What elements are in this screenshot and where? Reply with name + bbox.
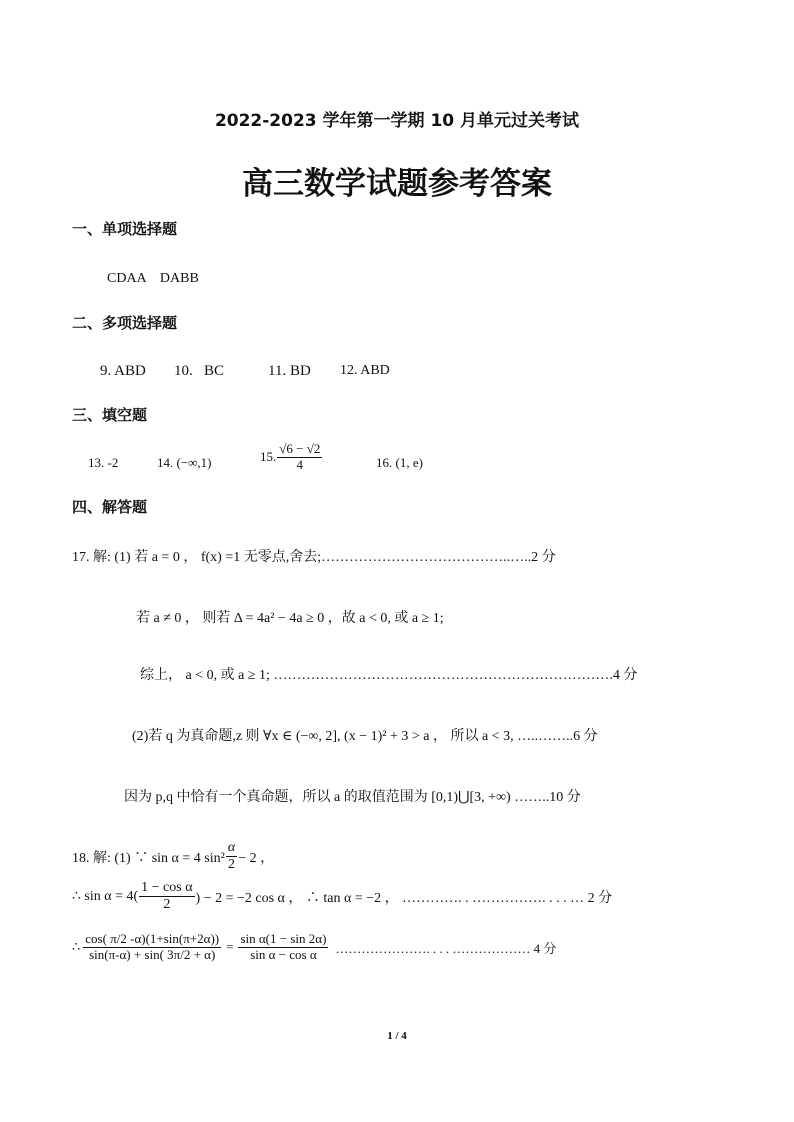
answer-q10: 10. BC (174, 363, 225, 379)
page-number: 1 / 4 (387, 1030, 407, 1042)
p18-line3-rhs-fraction (238, 932, 328, 963)
p17-line1: 17. 解: (1) 若 a = 0 ， f(x) =1 无零点,舍去;…………………………………..…..2 分 (72, 550, 556, 565)
p17-line2: 若 a ≠ 0 ， 则若 Δ = 4a² − 4a ≥ 0 ，故 a < 0, 或 a ≥ 1; (136, 611, 444, 626)
p18-line3-lhs-numerator: cos( π/2 -α)(1+sin(π+2α)) (85, 931, 220, 946)
answer-q15-denominator: 4 (296, 456, 304, 472)
p17-line5: 因为 p,q 中恰有一个真命题，所以 a 的取值范围为 [0,1)⋃[3, +∞) ……..10 分 (124, 790, 581, 805)
p17-line4: (2)若 q 为真命题,z 则 ∀x ∈ (−∞, 2], (x − 1)² + 3 > a ， 所以 a < 3, …..……..6 分 (132, 729, 598, 744)
section-heading-single-choice: 一、单项选择题 (72, 220, 178, 238)
exam-subtitle: 2022-2023 学年第一学期 10 月单元过关考试 (214, 111, 580, 131)
single-choice-answers: CDAA DABB (107, 271, 199, 286)
section-heading-solutions: 四、解答题 (72, 498, 148, 516)
p18-line3 (72, 932, 556, 963)
p18-line3-lhs-denominator: sin(π-α) + sin( 3π/2 + α) (89, 946, 216, 962)
p17-line3: 综上， a < 0, 或 a ≥ 1; ……………………………………………………………….4 分 (140, 668, 638, 683)
p18-line3-therefore: ∴ (72, 939, 81, 955)
answer-q15-fraction (277, 442, 322, 473)
p18-line2-pre: ∴ sin α = 4( (72, 889, 139, 905)
p18-line2-fraction (139, 880, 194, 913)
answer-q9: 9. ABD (100, 363, 146, 379)
answer-q11: 11. BD (268, 363, 311, 379)
p18-line3-rhs-denominator: sin α − cos α (250, 946, 317, 962)
p18-line3-post: …………………. . . . ……………… 4 分 (335, 940, 557, 956)
answer-q15-label: 15. (260, 449, 277, 465)
answer-q12: 12. ABD (340, 363, 390, 378)
p18-line1-numerator: α (226, 840, 237, 857)
answer-q15 (260, 442, 323, 473)
p18-line2-post: ) − 2 = −2 cos α ， ∴ tan α = −2 ， …………. . ……………. . . . … 2 分 (195, 890, 613, 906)
p18-line1-denominator: 2 (228, 857, 235, 873)
p18-line3-lhs-fraction (83, 932, 221, 963)
p18-line3-rhs-numerator: sin α(1 − sin 2α) (240, 931, 327, 946)
section-heading-multi-choice: 二、多项选择题 (72, 314, 178, 332)
p18-line1 (72, 840, 274, 873)
answer-q16: 16. (1, e) (376, 455, 423, 470)
page-title: 高三数学试题参考答案 (242, 166, 552, 202)
p18-line1-post: − 2 ， (238, 850, 275, 866)
p18-line2-numerator: 1 − cos α (139, 880, 194, 897)
answer-q13: 13. -2 (88, 455, 119, 470)
p18-line1-fraction (226, 840, 237, 873)
section-heading-fill-blank: 三、填空题 (72, 406, 148, 424)
answer-q14: 14. (−∞,1) (157, 455, 212, 470)
answer-q15-numerator: √6 − √2 (279, 441, 321, 456)
p18-line3-equals: = (226, 939, 234, 955)
p18-line1-pre: 18. 解: (1) ∵ sin α = 4 sin² (72, 850, 225, 866)
p18-line2 (72, 880, 612, 913)
p18-line2-denominator: 2 (163, 897, 171, 913)
